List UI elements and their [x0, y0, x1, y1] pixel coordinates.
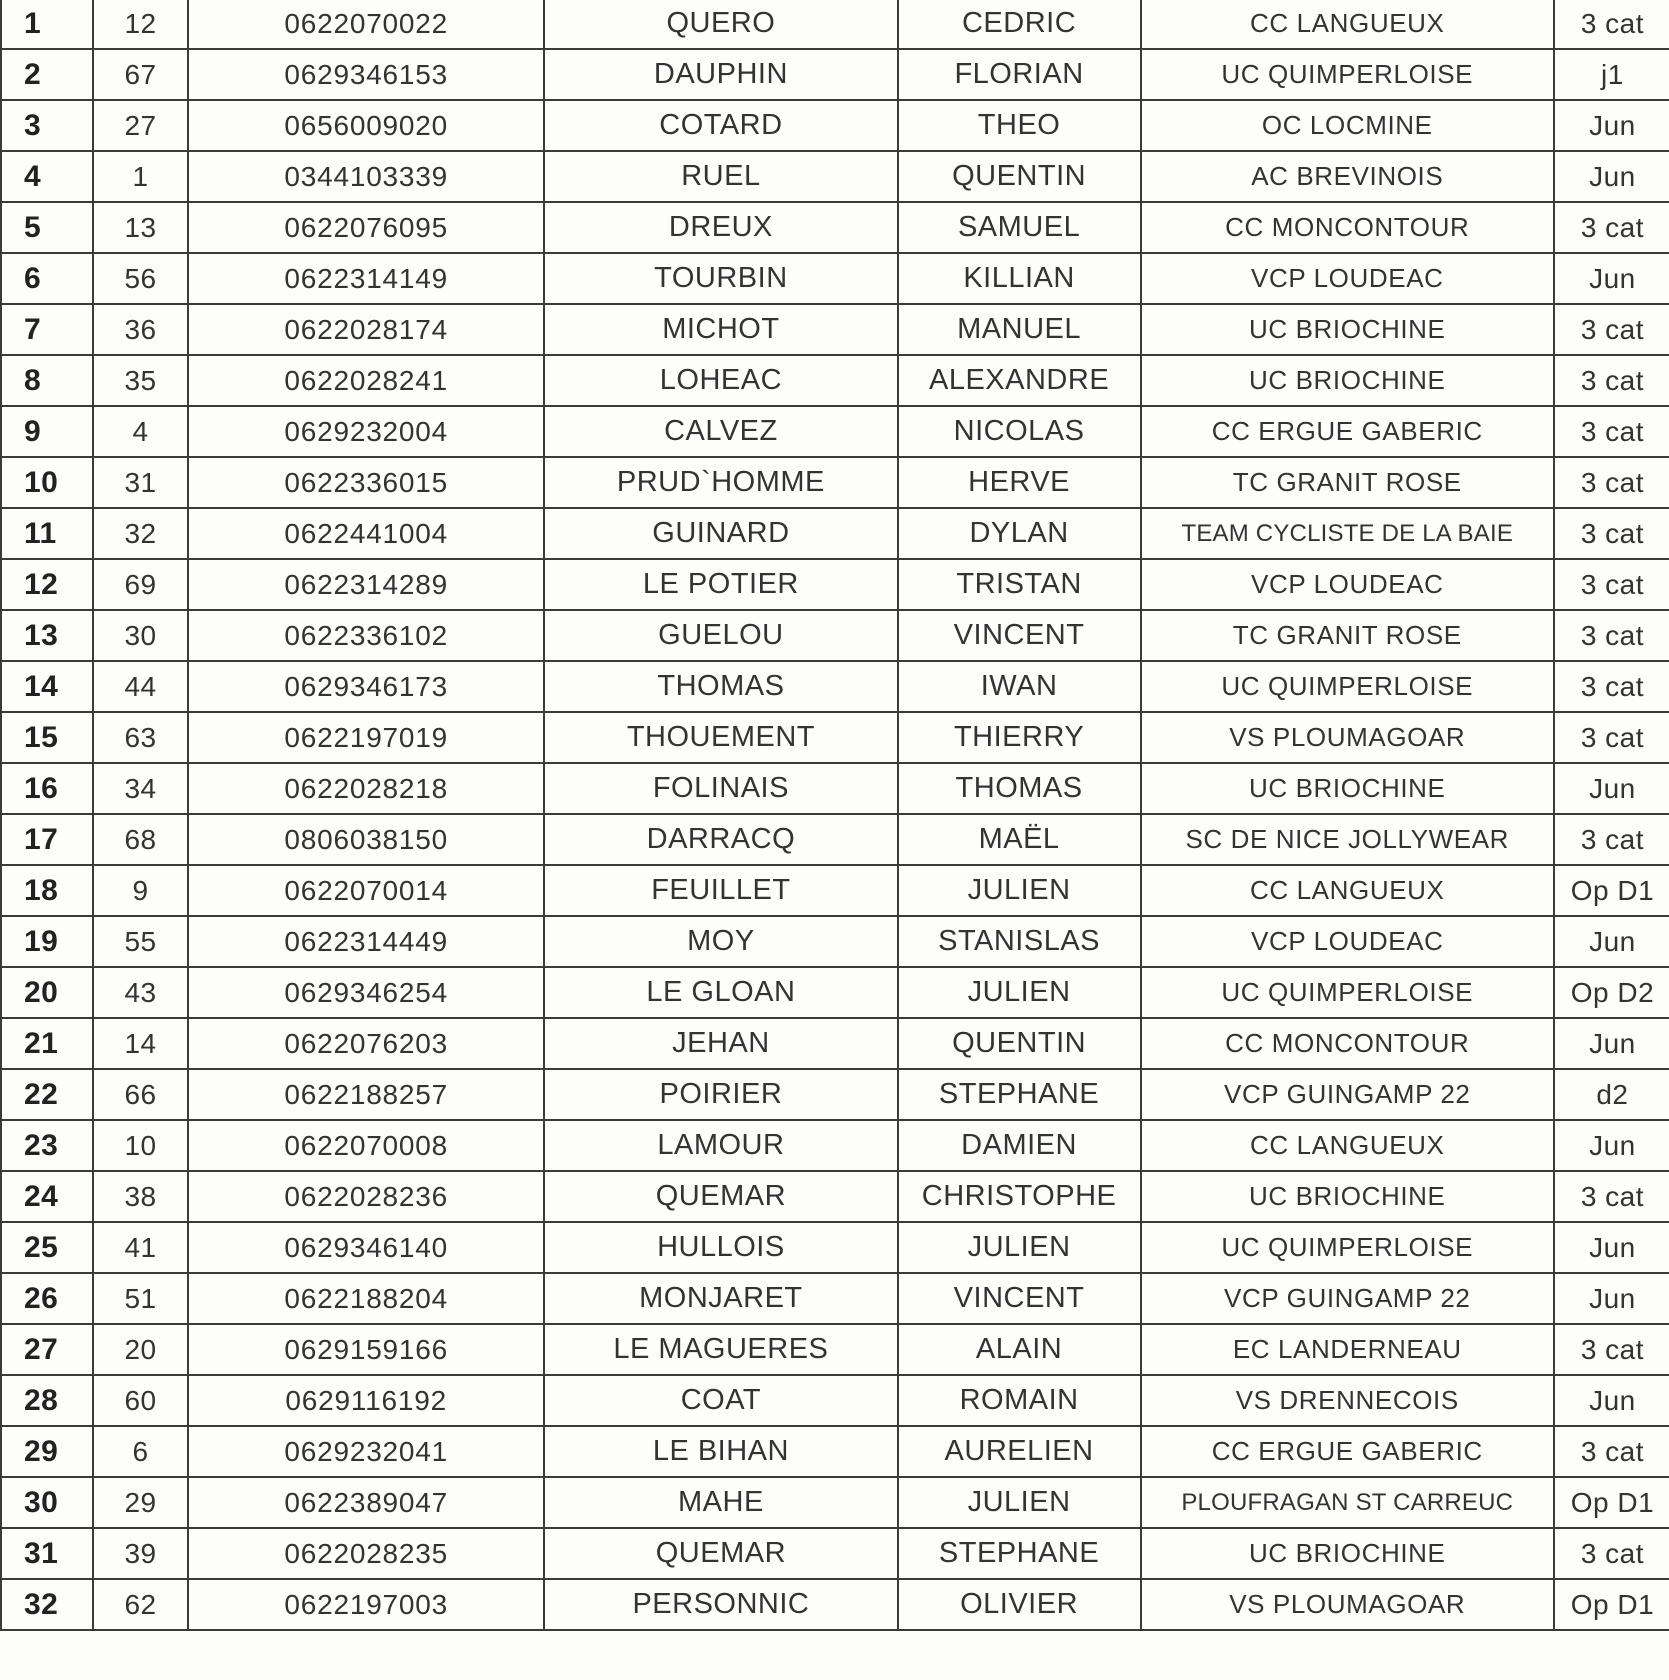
last-name-cell: TOURBIN — [544, 253, 897, 304]
rank-cell: 22 — [1, 1069, 93, 1120]
club-cell: UC BRIOCHINE — [1141, 355, 1554, 406]
table-row — [1, 610, 1669, 661]
table-row — [1, 712, 1669, 763]
table-row — [1, 406, 1669, 457]
table-row — [1, 1426, 1669, 1477]
license-number-cell: 0629346153 — [188, 49, 544, 100]
table-row — [1, 763, 1669, 814]
license-number-cell: 0629346140 — [188, 1222, 544, 1273]
license-number-cell: 0622028235 — [188, 1528, 544, 1579]
table-row — [1, 49, 1669, 100]
category-cell: Jun — [1554, 763, 1669, 814]
rank-cell: 21 — [1, 1018, 93, 1069]
rank-cell: 12 — [1, 559, 93, 610]
rank-cell: 15 — [1, 712, 93, 763]
last-name-cell: JEHAN — [544, 1018, 897, 1069]
license-number-cell: 0622070022 — [188, 0, 544, 49]
rank-cell: 19 — [1, 916, 93, 967]
category-cell: Jun — [1554, 916, 1669, 967]
license-number-cell: 0622197019 — [188, 712, 544, 763]
last-name-cell: QUEMAR — [544, 1171, 897, 1222]
category-cell: 3 cat — [1554, 202, 1669, 253]
category-cell: 3 cat — [1554, 406, 1669, 457]
first-name-cell: MAËL — [898, 814, 1141, 865]
rank-cell: 28 — [1, 1375, 93, 1426]
last-name-cell: THOUEMENT — [544, 712, 897, 763]
club-cell: CC MONCONTOUR — [1141, 202, 1554, 253]
last-name-cell: DREUX — [544, 202, 897, 253]
bib-number-cell: 55 — [93, 916, 188, 967]
last-name-cell: GUINARD — [544, 508, 897, 559]
license-number-cell: 0622070008 — [188, 1120, 544, 1171]
license-number-cell: 0622389047 — [188, 1477, 544, 1528]
rank-cell: 10 — [1, 457, 93, 508]
rank-cell: 2 — [1, 49, 93, 100]
bib-number-cell: 63 — [93, 712, 188, 763]
table-row — [1, 151, 1669, 202]
category-cell: 3 cat — [1554, 712, 1669, 763]
first-name-cell: NICOLAS — [898, 406, 1141, 457]
license-number-cell: 0629346173 — [188, 661, 544, 712]
license-number-cell: 0622314449 — [188, 916, 544, 967]
category-cell: 3 cat — [1554, 1324, 1669, 1375]
license-number-cell: 0622314289 — [188, 559, 544, 610]
rank-cell: 29 — [1, 1426, 93, 1477]
first-name-cell: FLORIAN — [898, 49, 1141, 100]
last-name-cell: COAT — [544, 1375, 897, 1426]
first-name-cell: QUENTIN — [898, 151, 1141, 202]
category-cell: d2 — [1554, 1069, 1669, 1120]
license-number-cell: 0622197003 — [188, 1579, 544, 1630]
first-name-cell: THOMAS — [898, 763, 1141, 814]
last-name-cell: POIRIER — [544, 1069, 897, 1120]
table-row — [1, 253, 1669, 304]
license-number-cell: 0344103339 — [188, 151, 544, 202]
last-name-cell: DARRACQ — [544, 814, 897, 865]
license-number-cell: 0622076203 — [188, 1018, 544, 1069]
club-cell: VS PLOUMAGOAR — [1141, 712, 1554, 763]
bib-number-cell: 66 — [93, 1069, 188, 1120]
first-name-cell: THEO — [898, 100, 1141, 151]
category-cell: 3 cat — [1554, 814, 1669, 865]
club-cell: VCP LOUDEAC — [1141, 253, 1554, 304]
club-cell: UC QUIMPERLOISE — [1141, 661, 1554, 712]
category-cell: 3 cat — [1554, 0, 1669, 49]
license-number-cell: 0656009020 — [188, 100, 544, 151]
category-cell: 3 cat — [1554, 661, 1669, 712]
category-cell: 3 cat — [1554, 304, 1669, 355]
last-name-cell: PERSONNIC — [544, 1579, 897, 1630]
license-number-cell: 0629232004 — [188, 406, 544, 457]
license-number-cell: 0622188257 — [188, 1069, 544, 1120]
last-name-cell: LE POTIER — [544, 559, 897, 610]
table-row — [1, 1324, 1669, 1375]
club-cell: VS DRENNECOIS — [1141, 1375, 1554, 1426]
first-name-cell: JULIEN — [898, 865, 1141, 916]
bib-number-cell: 27 — [93, 100, 188, 151]
table-row — [1, 457, 1669, 508]
rank-cell: 30 — [1, 1477, 93, 1528]
last-name-cell: MOY — [544, 916, 897, 967]
category-cell: Jun — [1554, 100, 1669, 151]
table-row — [1, 508, 1669, 559]
last-name-cell: LAMOUR — [544, 1120, 897, 1171]
bib-number-cell: 31 — [93, 457, 188, 508]
category-cell: 3 cat — [1554, 355, 1669, 406]
license-number-cell: 0622028241 — [188, 355, 544, 406]
bib-number-cell: 67 — [93, 49, 188, 100]
club-cell: UC BRIOCHINE — [1141, 1528, 1554, 1579]
rank-cell: 20 — [1, 967, 93, 1018]
last-name-cell: HULLOIS — [544, 1222, 897, 1273]
rank-cell: 9 — [1, 406, 93, 457]
license-number-cell: 0629346254 — [188, 967, 544, 1018]
table-row — [1, 202, 1669, 253]
rank-cell: 11 — [1, 508, 93, 559]
license-number-cell: 0629159166 — [188, 1324, 544, 1375]
bib-number-cell: 56 — [93, 253, 188, 304]
rank-cell: 3 — [1, 100, 93, 151]
table-row — [1, 916, 1669, 967]
license-number-cell: 0622336015 — [188, 457, 544, 508]
rank-cell: 23 — [1, 1120, 93, 1171]
category-cell: Jun — [1554, 1375, 1669, 1426]
bib-number-cell: 39 — [93, 1528, 188, 1579]
first-name-cell: DYLAN — [898, 508, 1141, 559]
category-cell: 3 cat — [1554, 1426, 1669, 1477]
license-number-cell: 0622028236 — [188, 1171, 544, 1222]
bib-number-cell: 43 — [93, 967, 188, 1018]
rank-cell: 5 — [1, 202, 93, 253]
club-cell: UC BRIOCHINE — [1141, 763, 1554, 814]
bib-number-cell: 29 — [93, 1477, 188, 1528]
table-row — [1, 1477, 1669, 1528]
bib-number-cell: 69 — [93, 559, 188, 610]
category-cell: 3 cat — [1554, 1171, 1669, 1222]
category-cell: Jun — [1554, 1120, 1669, 1171]
license-number-cell: 0622336102 — [188, 610, 544, 661]
bib-number-cell: 68 — [93, 814, 188, 865]
category-cell: Jun — [1554, 1273, 1669, 1324]
table-row — [1, 1579, 1669, 1630]
first-name-cell: AURELIEN — [898, 1426, 1141, 1477]
first-name-cell: JULIEN — [898, 1477, 1141, 1528]
category-cell: j1 — [1554, 49, 1669, 100]
rank-cell: 31 — [1, 1528, 93, 1579]
rank-cell: 27 — [1, 1324, 93, 1375]
table-row — [1, 1069, 1669, 1120]
bib-number-cell: 38 — [93, 1171, 188, 1222]
table-row — [1, 559, 1669, 610]
first-name-cell: TRISTAN — [898, 559, 1141, 610]
category-cell: 3 cat — [1554, 610, 1669, 661]
first-name-cell: STEPHANE — [898, 1528, 1141, 1579]
bib-number-cell: 9 — [93, 865, 188, 916]
last-name-cell: MAHE — [544, 1477, 897, 1528]
club-cell: UC QUIMPERLOISE — [1141, 967, 1554, 1018]
club-cell: VS PLOUMAGOAR — [1141, 1579, 1554, 1630]
category-cell: 3 cat — [1554, 1528, 1669, 1579]
bib-number-cell: 34 — [93, 763, 188, 814]
first-name-cell: HERVE — [898, 457, 1141, 508]
first-name-cell: MANUEL — [898, 304, 1141, 355]
table-row — [1, 814, 1669, 865]
first-name-cell: QUENTIN — [898, 1018, 1141, 1069]
last-name-cell: MONJARET — [544, 1273, 897, 1324]
club-cell: TC GRANIT ROSE — [1141, 610, 1554, 661]
category-cell: Jun — [1554, 151, 1669, 202]
rank-cell: 24 — [1, 1171, 93, 1222]
rank-cell: 14 — [1, 661, 93, 712]
rank-cell: 16 — [1, 763, 93, 814]
last-name-cell: THOMAS — [544, 661, 897, 712]
table-row — [1, 1273, 1669, 1324]
category-cell: 3 cat — [1554, 457, 1669, 508]
last-name-cell: CALVEZ — [544, 406, 897, 457]
category-cell: Op D1 — [1554, 865, 1669, 916]
club-cell: TC GRANIT ROSE — [1141, 457, 1554, 508]
category-cell: Op D1 — [1554, 1477, 1669, 1528]
table-row — [1, 865, 1669, 916]
results-table-body — [1, 0, 1669, 1630]
table-row — [1, 1018, 1669, 1069]
club-cell: OC LOCMINE — [1141, 100, 1554, 151]
club-cell: PLOUFRAGAN ST CARREUC — [1141, 1477, 1554, 1528]
bib-number-cell: 32 — [93, 508, 188, 559]
table-row — [1, 355, 1669, 406]
last-name-cell: LOHEAC — [544, 355, 897, 406]
rank-cell: 6 — [1, 253, 93, 304]
first-name-cell: IWAN — [898, 661, 1141, 712]
bib-number-cell: 10 — [93, 1120, 188, 1171]
rank-cell: 32 — [1, 1579, 93, 1630]
bib-number-cell: 14 — [93, 1018, 188, 1069]
rank-cell: 17 — [1, 814, 93, 865]
first-name-cell: KILLIAN — [898, 253, 1141, 304]
club-cell: CC MONCONTOUR — [1141, 1018, 1554, 1069]
rank-cell: 25 — [1, 1222, 93, 1273]
rank-cell: 7 — [1, 304, 93, 355]
last-name-cell: QUEMAR — [544, 1528, 897, 1579]
rank-cell: 1 — [1, 0, 93, 49]
rank-cell: 8 — [1, 355, 93, 406]
rank-cell: 18 — [1, 865, 93, 916]
first-name-cell: STANISLAS — [898, 916, 1141, 967]
club-cell: CC ERGUE GABERIC — [1141, 406, 1554, 457]
bib-number-cell: 20 — [93, 1324, 188, 1375]
bib-number-cell: 13 — [93, 202, 188, 253]
bib-number-cell: 51 — [93, 1273, 188, 1324]
club-cell: CC LANGUEUX — [1141, 0, 1554, 49]
bib-number-cell: 36 — [93, 304, 188, 355]
club-cell: VCP GUINGAMP 22 — [1141, 1069, 1554, 1120]
last-name-cell: COTARD — [544, 100, 897, 151]
license-number-cell: 0806038150 — [188, 814, 544, 865]
category-cell: Jun — [1554, 1222, 1669, 1273]
table-row — [1, 1171, 1669, 1222]
club-cell: EC LANDERNEAU — [1141, 1324, 1554, 1375]
table-row — [1, 661, 1669, 712]
table-row — [1, 1375, 1669, 1426]
last-name-cell: PRUD`HOMME — [544, 457, 897, 508]
first-name-cell: ALAIN — [898, 1324, 1141, 1375]
license-number-cell: 0622028174 — [188, 304, 544, 355]
category-cell: Op D2 — [1554, 967, 1669, 1018]
bib-number-cell: 12 — [93, 0, 188, 49]
license-number-cell: 0622188204 — [188, 1273, 544, 1324]
club-cell: AC BREVINOIS — [1141, 151, 1554, 202]
first-name-cell: ALEXANDRE — [898, 355, 1141, 406]
table-row — [1, 100, 1669, 151]
last-name-cell: LE GLOAN — [544, 967, 897, 1018]
first-name-cell: JULIEN — [898, 1222, 1141, 1273]
bib-number-cell: 35 — [93, 355, 188, 406]
last-name-cell: FOLINAIS — [544, 763, 897, 814]
license-number-cell: 0629232041 — [188, 1426, 544, 1477]
last-name-cell: RUEL — [544, 151, 897, 202]
last-name-cell: MICHOT — [544, 304, 897, 355]
bib-number-cell: 4 — [93, 406, 188, 457]
first-name-cell: CHRISTOPHE — [898, 1171, 1141, 1222]
club-cell: SC DE NICE JOLLYWEAR — [1141, 814, 1554, 865]
rank-cell: 26 — [1, 1273, 93, 1324]
category-cell: Jun — [1554, 1018, 1669, 1069]
club-cell: CC ERGUE GABERIC — [1141, 1426, 1554, 1477]
first-name-cell: THIERRY — [898, 712, 1141, 763]
first-name-cell: STEPHANE — [898, 1069, 1141, 1120]
license-number-cell: 0622314149 — [188, 253, 544, 304]
last-name-cell: QUERO — [544, 0, 897, 49]
club-cell: CC LANGUEUX — [1141, 1120, 1554, 1171]
bib-number-cell: 62 — [93, 1579, 188, 1630]
first-name-cell: VINCENT — [898, 1273, 1141, 1324]
club-cell: UC BRIOCHINE — [1141, 1171, 1554, 1222]
first-name-cell: CEDRIC — [898, 0, 1141, 49]
table-row — [1, 1120, 1669, 1171]
club-cell: VCP GUINGAMP 22 — [1141, 1273, 1554, 1324]
last-name-cell: LE MAGUERES — [544, 1324, 897, 1375]
first-name-cell: VINCENT — [898, 610, 1141, 661]
license-number-cell: 0622076095 — [188, 202, 544, 253]
table-row — [1, 304, 1669, 355]
bib-number-cell: 44 — [93, 661, 188, 712]
first-name-cell: DAMIEN — [898, 1120, 1141, 1171]
last-name-cell: FEUILLET — [544, 865, 897, 916]
bib-number-cell: 6 — [93, 1426, 188, 1477]
first-name-cell: JULIEN — [898, 967, 1141, 1018]
club-cell: UC QUIMPERLOISE — [1141, 1222, 1554, 1273]
last-name-cell: GUELOU — [544, 610, 897, 661]
club-cell: UC BRIOCHINE — [1141, 304, 1554, 355]
bib-number-cell: 60 — [93, 1375, 188, 1426]
club-cell: TEAM CYCLISTE DE LA BAIE — [1141, 508, 1554, 559]
license-number-cell: 0622441004 — [188, 508, 544, 559]
last-name-cell: LE BIHAN — [544, 1426, 897, 1477]
last-name-cell: DAUPHIN — [544, 49, 897, 100]
table-row — [1, 1222, 1669, 1273]
category-cell: Jun — [1554, 253, 1669, 304]
bib-number-cell: 41 — [93, 1222, 188, 1273]
club-cell: VCP LOUDEAC — [1141, 916, 1554, 967]
club-cell: CC LANGUEUX — [1141, 865, 1554, 916]
table-row — [1, 967, 1669, 1018]
license-number-cell: 0629116192 — [188, 1375, 544, 1426]
category-cell: 3 cat — [1554, 508, 1669, 559]
license-number-cell: 0622070014 — [188, 865, 544, 916]
first-name-cell: ROMAIN — [898, 1375, 1141, 1426]
first-name-cell: OLIVIER — [898, 1579, 1141, 1630]
table-row — [1, 0, 1669, 49]
license-number-cell: 0622028218 — [188, 763, 544, 814]
category-cell: Op D1 — [1554, 1579, 1669, 1630]
bib-number-cell: 1 — [93, 151, 188, 202]
first-name-cell: SAMUEL — [898, 202, 1141, 253]
rank-cell: 13 — [1, 610, 93, 661]
category-cell: 3 cat — [1554, 559, 1669, 610]
bib-number-cell: 30 — [93, 610, 188, 661]
club-cell: VCP LOUDEAC — [1141, 559, 1554, 610]
rank-cell: 4 — [1, 151, 93, 202]
table-row — [1, 1528, 1669, 1579]
club-cell: UC QUIMPERLOISE — [1141, 49, 1554, 100]
